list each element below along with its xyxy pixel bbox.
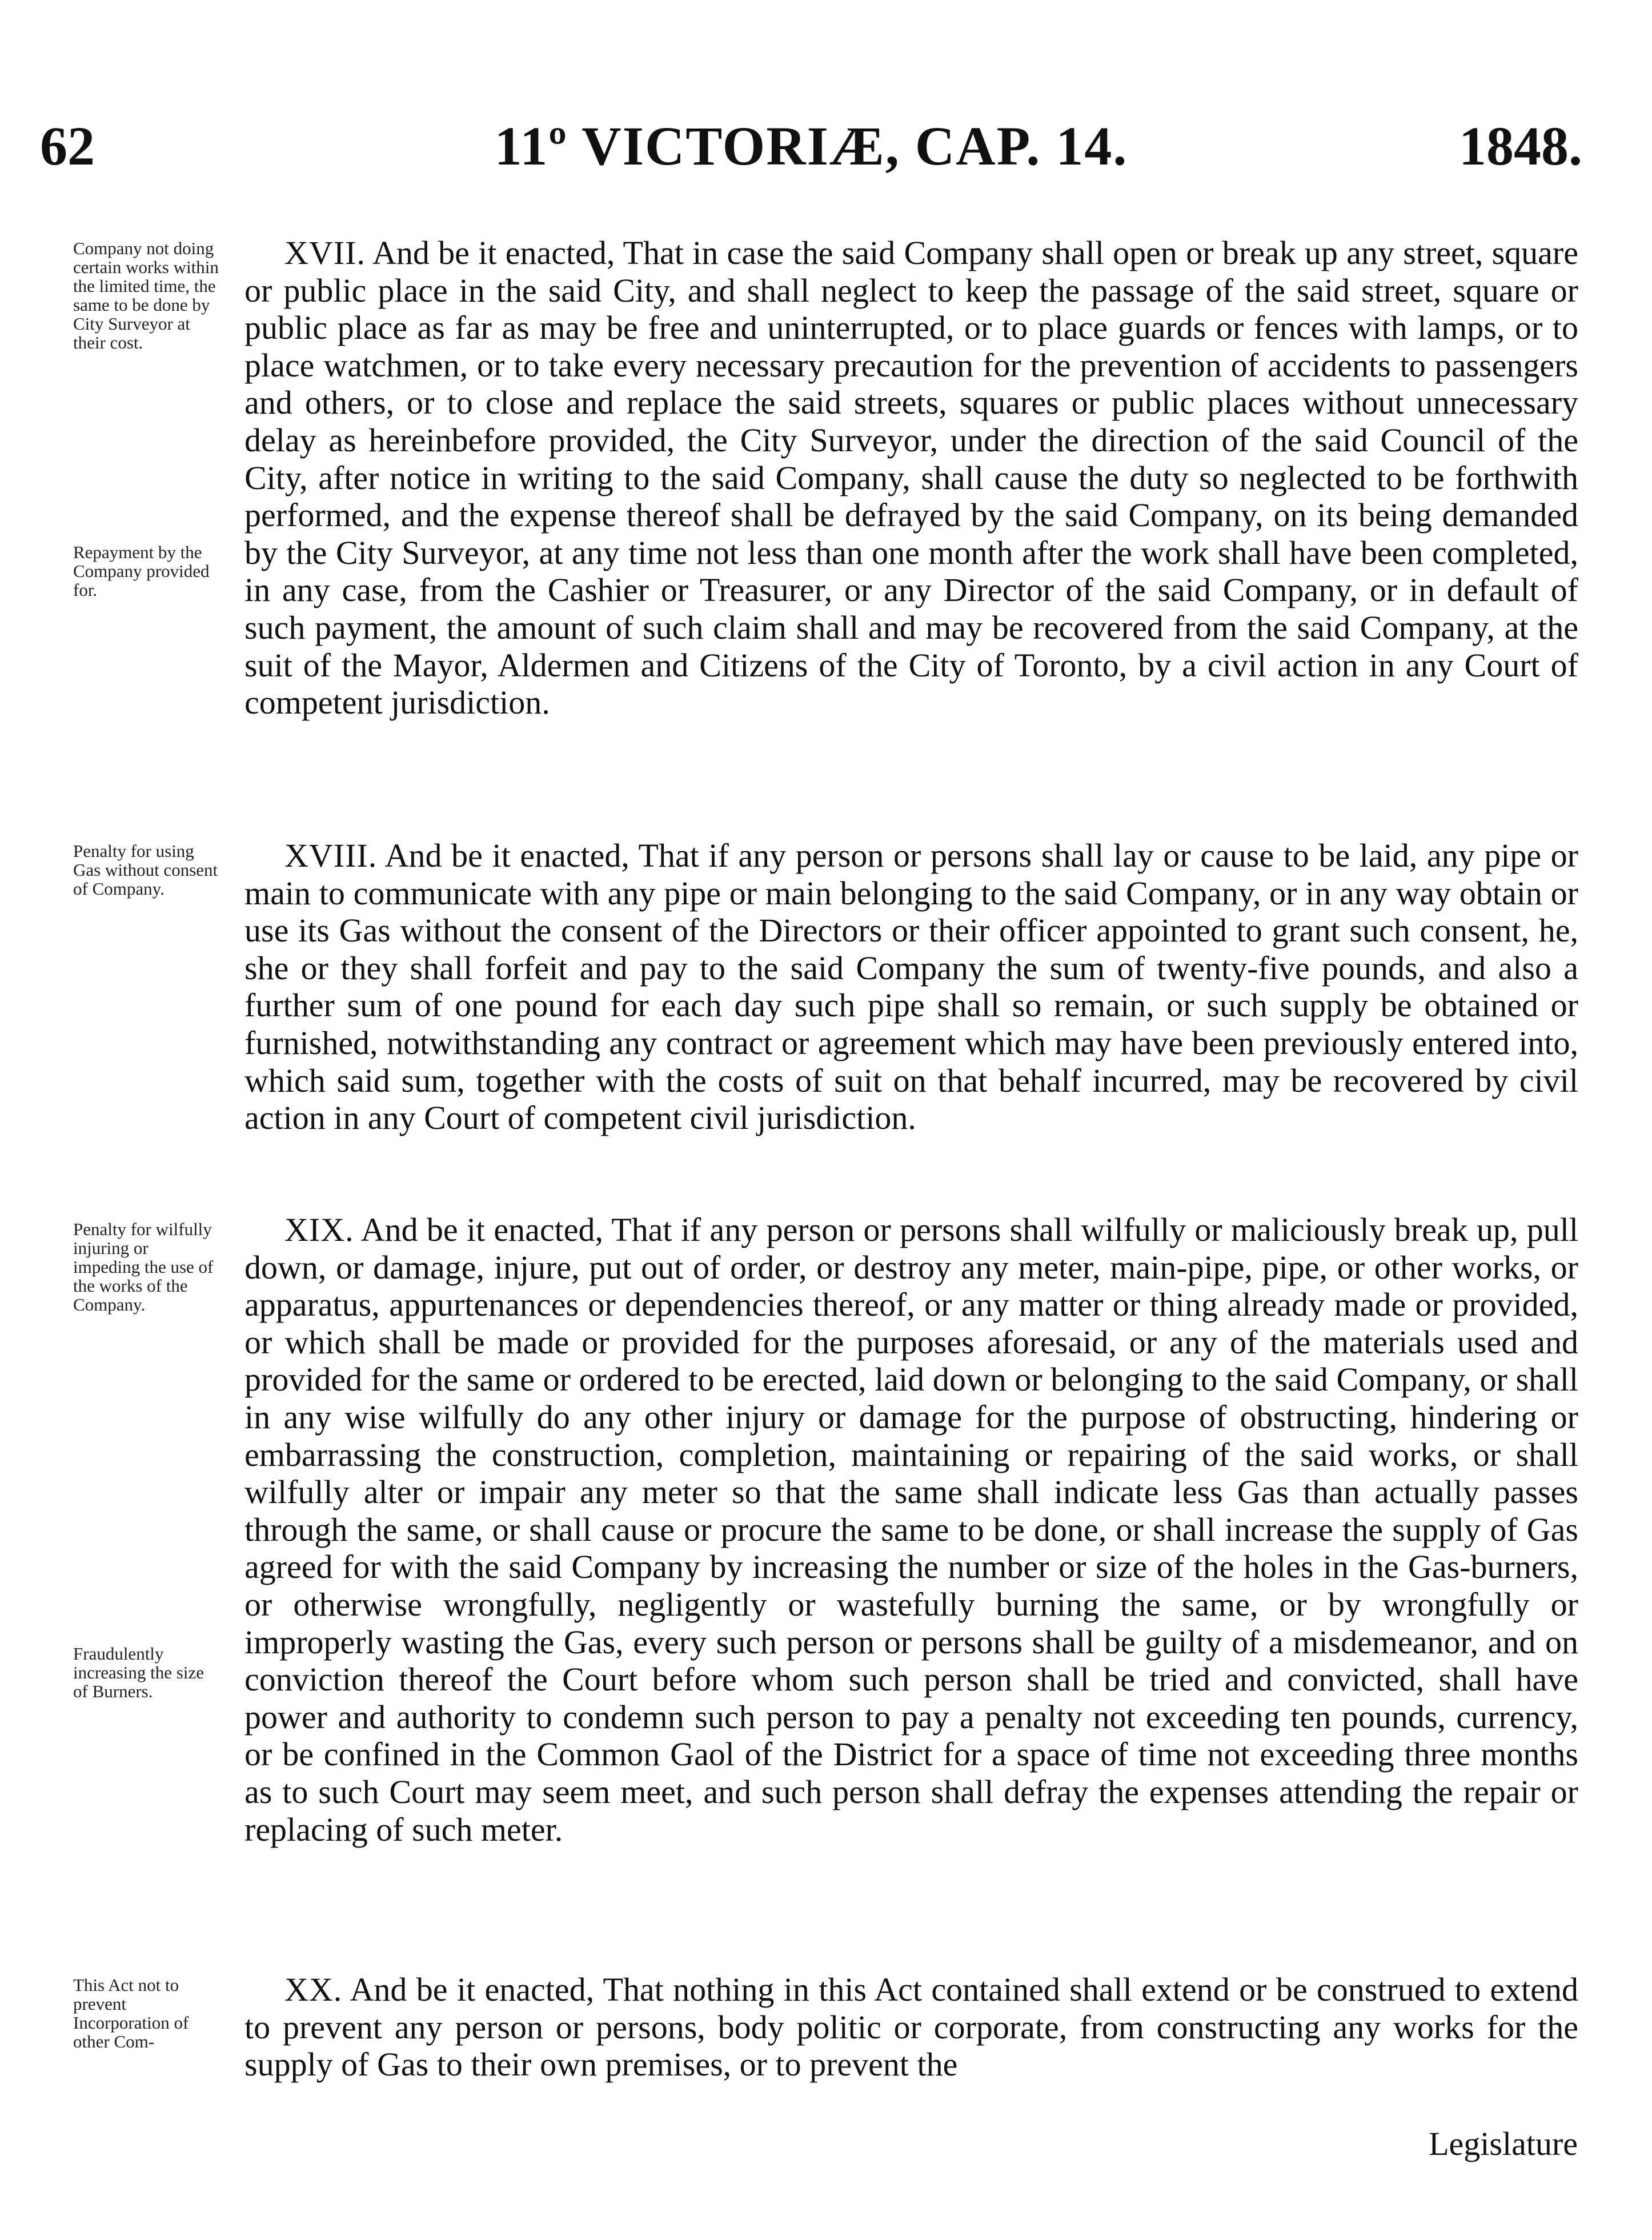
section-paragraph [244,837,1578,1137]
page-title: 11º VICTORIÆ, CAP. 14. [494,115,1128,177]
margin-note: Fraudulently increasing the size of Burners. [73,1644,204,1701]
section-number: XIX. [284,1211,354,1248]
section-paragraph [244,1211,1578,1848]
section-paragraph [244,1971,1578,2083]
section-paragraph [244,234,1578,722]
catchword: Legislature [1429,2125,1578,2162]
section-text: And be it enacted, That in case the said Company shall open or break up any street, square or public place in the said City, and shall neglect to keep the passage of the said street, square or public place as far as may be free and uninterrupted, or to place guards or fences with lamps, or to place watchmen, or to take every necessary precaution for the prevention of accidents to passengers and others, or to close and replace the said streets, squares or public places without unnecessary delay as hereinbefore provided, the City Surveyor, under the direction of the said Council of the City, after notice in writing to the said Company, shall cause the duty so neglected to be forthwith performed, and the expense thereof shall be defrayed by the said Company, on its being demanded by the City Surveyor, at any time not less than one month after the work shall have been completed, in any case, from the Cashier or Treasurer, or any Director of the said Company, or in default of such payment, the amount of such claim shall and may be recovered from the said Company, at the suit of the Mayor, Aldermen and Citizens of the City of Toronto, by a civil action in any Court of competent jurisdiction. [244,234,1578,722]
margin-note: Company not doing certain works within the limited time, the same to be done by City Surveyor at their cost. [73,238,219,352]
section-text: And be it enacted, That if any person or persons shall lay or cause to be laid, any pipe or main to communicate with any pipe or main belonging to the said Company, or in any way obtain or use its Gas without the consent of the Directors or their officer appointed to grant such consent, he, she or they shall forfeit and pay to the said Company the sum of twenty-five pounds, and also a further sum of one pound for each day such pipe shall so remain, or such supply be obtained or furnished, notwithstanding any contract or agreement which may have been previously entered into, which said sum, together with the costs of suit on that behalf incurred, may be recovered by civil action in any Court of competent civil jurisdiction. [244,837,1578,1137]
margin-note: This Act not to prevent Incorporation of other Com- [73,1975,189,2051]
section-number: XX. [284,1971,343,2008]
page-header [40,114,1582,183]
section-text: And be it enacted, That if any person or persons shall wilfully or maliciously break up, pull down, or damage, injure, put out of order, or destroy any meter, main-pipe, pipe, or other works, or apparatus, appurtenances or dependencies thereof, or any matter or thing already made or provided, or which shall be made or provided for the purposes aforesaid, or any of the materials used and provided for the same or ordered to be erected, laid down or belonging to the said Company, or shall in any wise wilfully do any other injury or damage for the purpose of obstructing, hindering or embarrassing the construction, completion, maintaining or repairing of the said works, or shall wilfully alter or impair any meter so that the same shall indicate less Gas than actually passes through the same, or shall cause or procure the same to be done, or shall increase the supply of Gas agreed for with the said Company by increasing the number or size of the holes in the Gas-burners, or otherwise wrongfully, negligently or wastefully burning the same, or by wrongfully or improperly wasting the Gas, every such person or persons shall be guilty of a misdemeanor, and on conviction thereof the Court before whom such person shall be tried and convicted, shall have power and authority to condemn such person to pay a penalty not exceeding ten pounds, currency, or be confined in the Common Gaol of the District for a space of time not exceeding three months as to such Court may seem meet, and such person shall defray the expenses attending the repair or replacing of such meter. [244,1211,1578,1848]
margin-note: Penalty for wilfully injuring or impeding the use of the works of the Company. [73,1219,214,1315]
page-year: 1848. [1459,115,1582,177]
page-number: 62 [40,115,95,177]
margin-note: Penalty for using Gas without consent of Company. [73,841,218,899]
section-number: XVIII. [284,837,378,874]
section-text: And be it enacted, That nothing in this Act contained shall extend or be construed to extend to prevent any person or persons, body politic or corporate, from constructing any works for the supply of Gas to their own premises, or to prevent the [244,1971,1578,2083]
section-number: XVII. [284,234,366,271]
margin-note: Repayment by the Company provided for. [73,542,210,600]
